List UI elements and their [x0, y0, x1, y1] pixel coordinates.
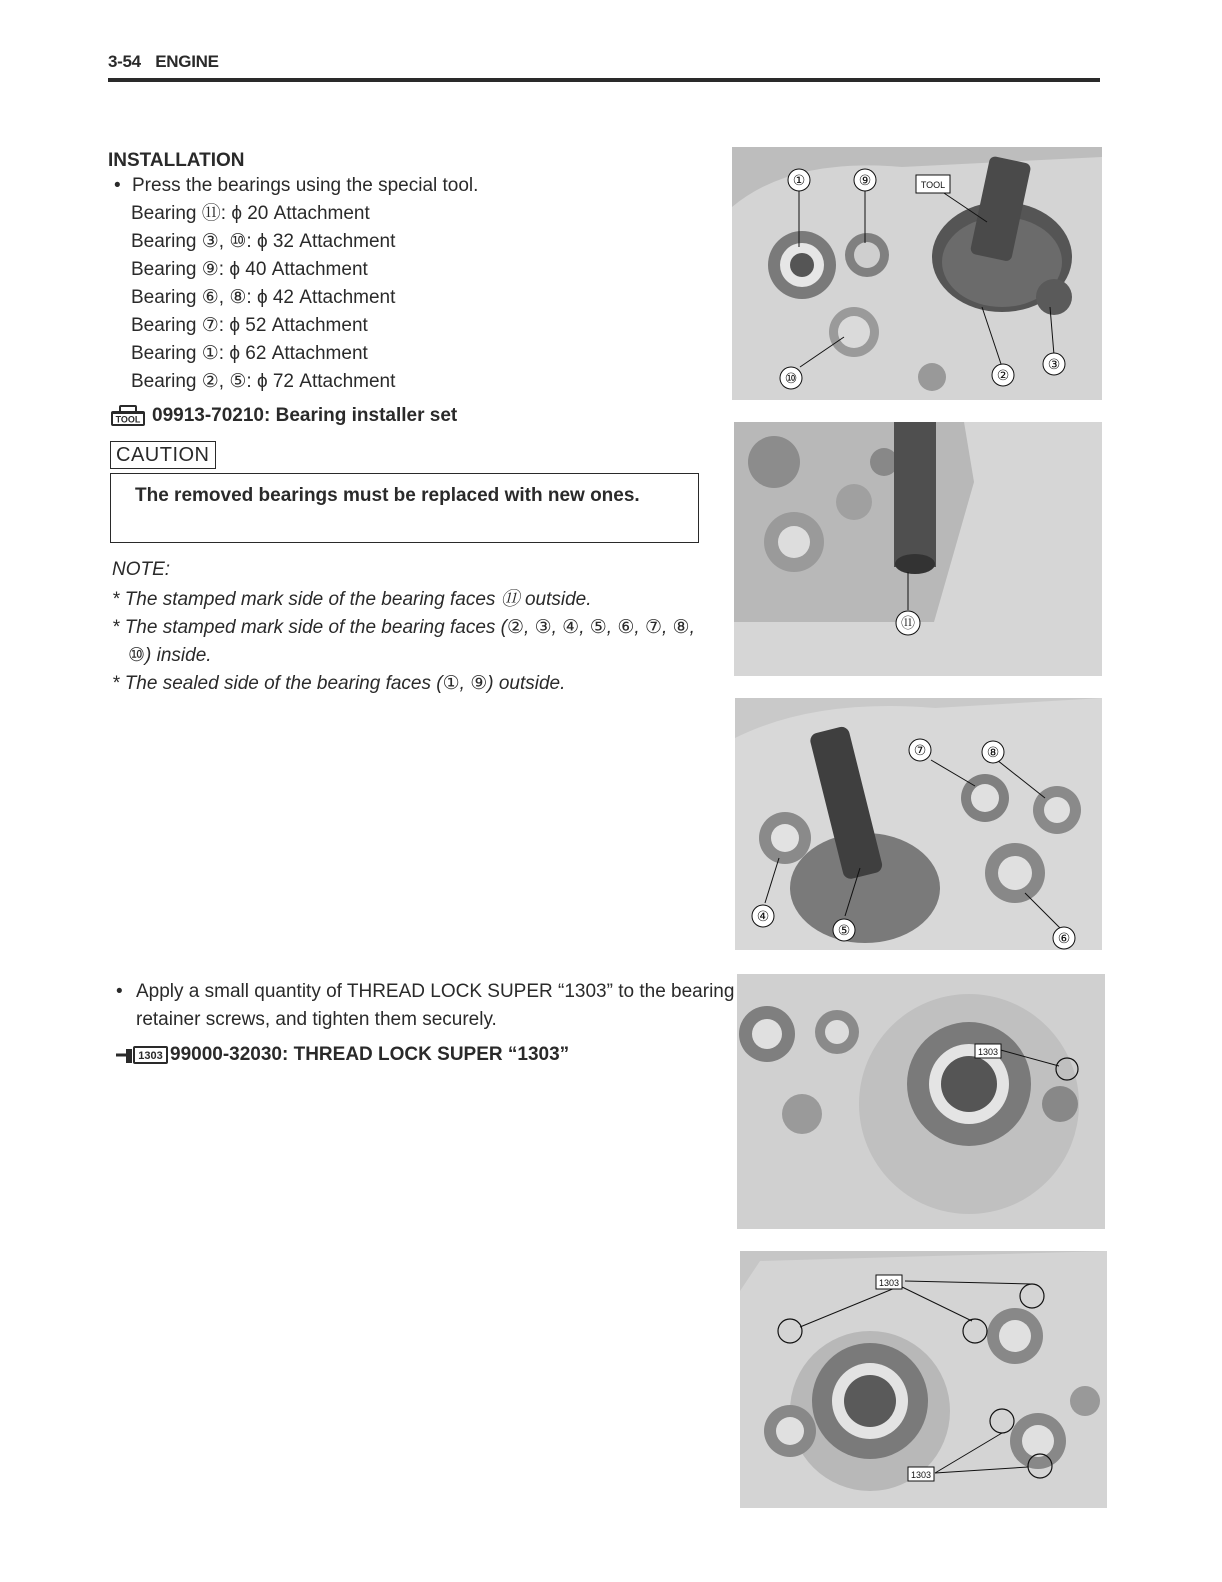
svg-text:TOOL: TOOL [115, 414, 141, 425]
special-tool-line [110, 405, 457, 427]
section-title: INSTALLATION [108, 150, 245, 171]
photo-crankcase-bearings-3 [735, 698, 1102, 950]
chapter-title: ENGINE [155, 52, 219, 71]
photo3-callout: ⑤ [837, 923, 851, 939]
photo1-callout: ① [792, 173, 806, 189]
photo2-callout: ⑪ [901, 616, 915, 632]
tool-icon [110, 405, 146, 427]
photo1-tool-label: TOOL [920, 180, 946, 190]
spec-item: Bearing ③, ⑩: ϕ 32 Attachment [131, 231, 396, 252]
spec-item: Bearing ②, ⑤: ϕ 72 Attachment [131, 371, 396, 392]
note-item: * The stamped mark side of the bearing faces (②, ③, ④, ⑤, ⑥, ⑦, ⑧, ⑩) inside. [112, 614, 712, 670]
photo3-callout: ⑧ [986, 745, 1000, 761]
bullet-dot: • [116, 981, 123, 1002]
photo1-callout: ③ [1047, 357, 1061, 373]
photo-crankcase-bearings-1 [732, 147, 1102, 400]
photo-bearing-retainer-2 [740, 1251, 1107, 1508]
photo5-icon-label: 1303 [878, 1278, 900, 1288]
caution-box [110, 473, 699, 543]
photo5-icon-label: 1303 [910, 1470, 932, 1480]
page-number: 3-54 [108, 52, 141, 71]
thread-lock-bullet [116, 978, 736, 1034]
thread-lock-part-number: 99000-32030: THREAD LOCK SUPER “1303” [170, 1044, 570, 1065]
bullet-dot: • [114, 175, 121, 196]
photo1-callout: ② [996, 368, 1010, 384]
photo-crankcase-bearings-2 [734, 422, 1102, 676]
photo3-callout: ④ [756, 909, 770, 925]
spec-item: Bearing ⑦: ϕ 52 Attachment [131, 315, 368, 336]
page-header [108, 52, 1100, 82]
photo3-callout: ⑥ [1057, 931, 1071, 947]
intro-bullet [114, 172, 478, 200]
thread-lock-bullet-text: Apply a small quantity of THREAD LOCK SUPER “1303” to the bearing retainer screws, and tighten them securely. [136, 981, 735, 1030]
photo3-callout: ⑦ [913, 743, 927, 759]
photo4-icon-label: 1303 [977, 1047, 999, 1057]
note-item: * The sealed side of the bearing faces (①, ⑨) outside. [112, 670, 712, 698]
photo1-callout: ⑩ [784, 371, 798, 387]
spec-item: Bearing ⑥, ⑧: ϕ 42 Attachment [131, 287, 396, 308]
caution-label: CAUTION [110, 441, 216, 469]
thread-lock-product-line [114, 1043, 569, 1067]
spec-item: Bearing ①: ϕ 62 Attachment [131, 343, 368, 364]
svg-text:1303: 1303 [138, 1050, 163, 1062]
spec-item: Bearing ⑪: ϕ 20 Attachment [131, 203, 370, 224]
thread-lock-icon [114, 1043, 170, 1067]
tool-part-number: 09913-70210: Bearing installer set [152, 405, 458, 426]
note-item: * The stamped mark side of the bearing faces ⑪ outside. [112, 586, 712, 614]
photo-bearing-retainer-1 [737, 974, 1105, 1229]
bearing-spec-list [131, 200, 395, 396]
intro-bullet-text: Press the bearings using the special tool. [132, 175, 479, 196]
photo1-callout: ⑨ [858, 173, 872, 189]
caution-text: The removed bearings must be replaced with new ones. [135, 485, 640, 506]
note-list [112, 586, 712, 698]
note-title: NOTE: [112, 559, 171, 580]
spec-item: Bearing ⑨: ϕ 40 Attachment [131, 259, 368, 280]
